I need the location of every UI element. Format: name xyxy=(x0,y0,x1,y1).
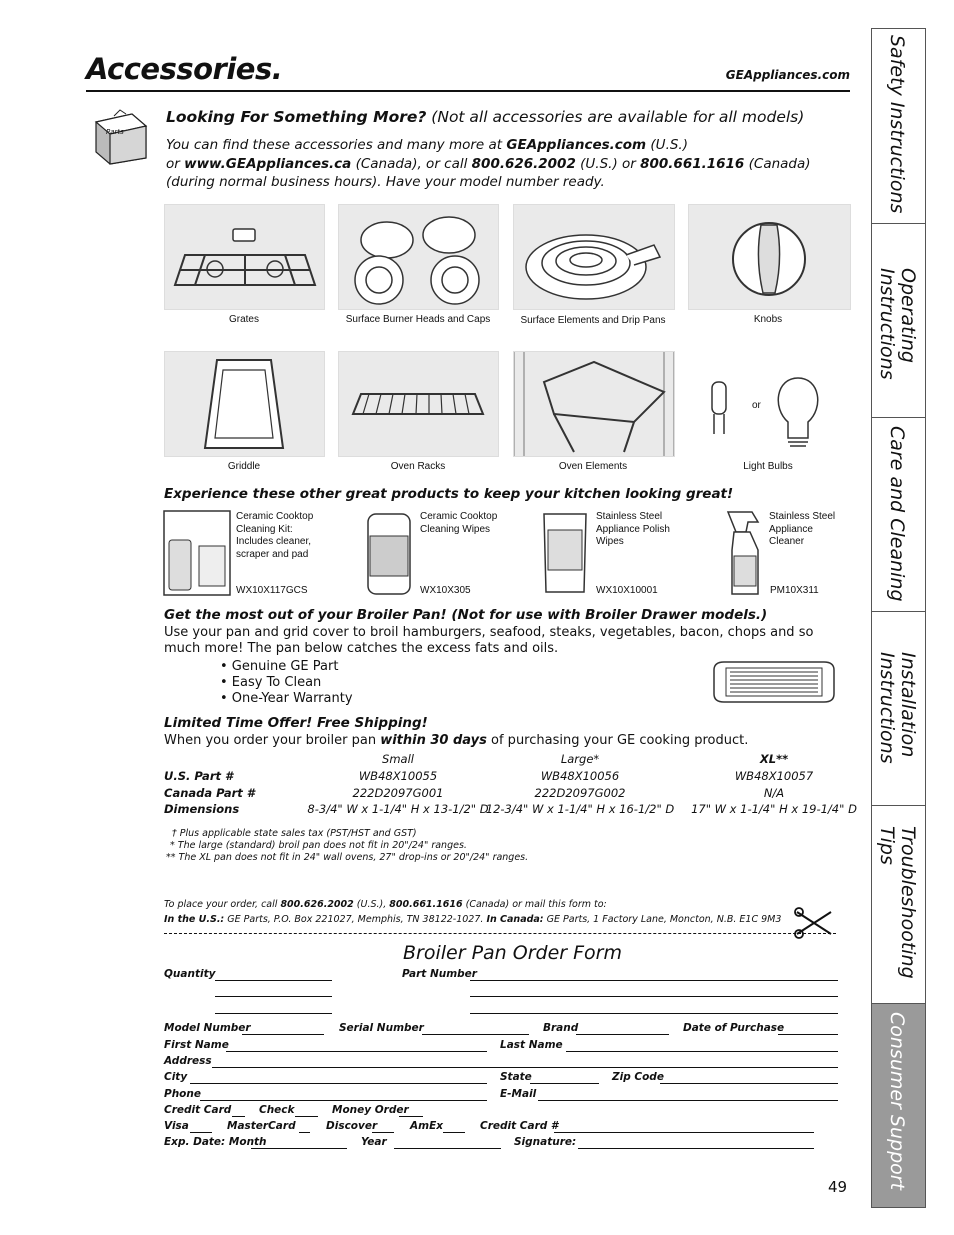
footnote: * The large (standard) broil pan does not fit in 20"/24" ranges. xyxy=(170,840,467,851)
signature-field[interactable] xyxy=(578,1148,814,1149)
table-cell: 12-3/4" W x 1-1/4" H x 16-1/2" D xyxy=(485,802,675,816)
address-label: Address xyxy=(164,1055,212,1067)
date-of-purchase-field[interactable] xyxy=(778,1034,838,1035)
check-label: Check xyxy=(259,1104,295,1116)
product-code-cooktop-wipes: WX10X305 xyxy=(420,585,471,596)
knobs-image xyxy=(688,204,851,310)
accessory-caption-oven-elements: Oven Elements xyxy=(558,461,628,472)
credit-card-number-field[interactable] xyxy=(554,1132,814,1133)
accessory-caption-light-bulbs: Light Bulbs xyxy=(743,461,793,472)
products-heading: Experience these other great products to keep your kitchen looking great! xyxy=(164,486,734,502)
model-number-label: Model Number xyxy=(164,1022,251,1034)
last-name-label: Last Name xyxy=(500,1039,563,1051)
griddle-image xyxy=(164,351,325,457)
cut-line xyxy=(164,933,836,934)
row-label-us-part: U.S. Part # xyxy=(164,769,233,783)
drip-pans-image xyxy=(513,204,675,310)
table-cell: 17" W x 1-1/4" H x 19-1/4" D xyxy=(691,802,857,816)
check-checkbox[interactable] xyxy=(295,1116,318,1117)
credit-card-checkbox[interactable] xyxy=(232,1116,245,1117)
steel-cleaner-image xyxy=(722,510,768,596)
quantity-field-2[interactable] xyxy=(215,996,332,997)
header-rule xyxy=(86,90,850,92)
oven-elements-image xyxy=(513,351,675,457)
quantity-field-3[interactable] xyxy=(215,1013,332,1014)
date-of-purchase-label: Date of Purchase xyxy=(683,1022,785,1034)
bulb-or-label: or xyxy=(752,400,761,411)
zip-code-label: Zip Code xyxy=(612,1071,664,1083)
product-code-kit: WX10X117GCS xyxy=(236,585,308,596)
offer-text: When you order your broiler pan within 30 days of purchasing your GE cooking product. xyxy=(164,733,749,748)
brand-label: Brand xyxy=(543,1022,579,1034)
credit-card-number-label: Credit Card # xyxy=(480,1120,559,1132)
product-desc-kit: Ceramic Cooktop Cleaning Kit: Includes cleaner, scraper and pad xyxy=(236,511,314,560)
broiler-body: Use your pan and grid cover to broil hamburgers, seafood, steaks, vegetables, bacon, chops and so much more! The pan below catches the excess fats and oils. xyxy=(164,625,814,656)
table-cell: 222D2097G001 xyxy=(352,786,444,800)
address-field[interactable] xyxy=(212,1067,838,1068)
size-header-small: Small xyxy=(382,752,414,766)
discover-label: Discover xyxy=(326,1120,378,1132)
money-order-label: Money Order xyxy=(332,1104,409,1116)
bullet-item: • Genuine GE Part xyxy=(220,659,339,674)
bullet-item: • One-Year Warranty xyxy=(220,691,353,706)
accessory-caption-knobs: Knobs xyxy=(753,314,783,325)
visa-label: Visa xyxy=(164,1120,189,1132)
broiler-heading: Get the most out of your Broiler Pan! (Not for use with Broiler Drawer models.) xyxy=(164,607,768,623)
email-field[interactable] xyxy=(538,1100,838,1101)
product-desc-cooktop-wipes: Ceramic Cooktop Cleaning Wipes xyxy=(420,511,498,535)
exp-year-label: Year xyxy=(361,1136,387,1148)
offer-heading: Limited Time Offer! Free Shipping! xyxy=(164,715,428,731)
phone-label: Phone xyxy=(164,1088,201,1100)
quantity-field-1[interactable] xyxy=(215,980,332,981)
tab-operating-instructions[interactable]: Operating Instructions xyxy=(872,224,925,418)
discover-checkbox[interactable] xyxy=(372,1132,394,1133)
grates-image xyxy=(164,204,325,310)
product-desc-polish-wipes: Stainless Steel Appliance Polish Wipes xyxy=(596,511,670,547)
table-cell: 8-3/4" W x 1-1/4" H x 13-1/2" D xyxy=(307,802,489,816)
serial-number-field[interactable] xyxy=(422,1034,529,1035)
cooktop-wipes-image xyxy=(366,512,412,596)
tab-care-and-cleaning[interactable]: Care and Cleaning xyxy=(872,418,925,612)
parts-box-illustration xyxy=(92,108,150,166)
accessory-caption-burner-heads: Surface Burner Heads and Caps xyxy=(345,314,491,325)
quantity-label: Quantity xyxy=(164,968,216,980)
first-name-label: First Name xyxy=(164,1039,229,1051)
serial-number-label: Serial Number xyxy=(339,1022,424,1034)
size-header-xl: XL** xyxy=(759,752,789,766)
burner-heads-image xyxy=(338,204,499,310)
accessory-caption-oven-racks: Oven Racks xyxy=(390,461,446,472)
tab-consumer-support[interactable]: Consumer Support xyxy=(872,1004,925,1207)
bullet-item: • Easy To Clean xyxy=(220,675,322,690)
phone-field[interactable] xyxy=(200,1100,487,1101)
table-cell: 222D2097G002 xyxy=(534,786,626,800)
ge-site-link[interactable]: GEAppliances.com xyxy=(506,137,647,153)
section-tabs xyxy=(871,28,926,1208)
tab-troubleshooting-tips[interactable]: Troubleshooting Tips xyxy=(872,806,925,1004)
tab-safety-instructions[interactable]: Safety Instructions xyxy=(872,29,925,224)
part-number-field-3[interactable] xyxy=(470,1013,838,1014)
mastercard-checkbox[interactable] xyxy=(299,1132,310,1133)
order-instructions: To place your order, call 800.626.2002 (U.S.), 800.661.1616 (Canada) or mail this form to: In the U.S.: GE Parts, P.O. Box 221027, Memphis, TN 38122-1027. In Canada: GE Parts, 1 Factory Lane, Moncton, N.B. E1C 9M3 xyxy=(164,899,782,925)
page-number: 49 xyxy=(828,1178,848,1196)
exp-year-field[interactable] xyxy=(394,1148,501,1149)
intro-heading: Looking For Something More? (Not all accessories are available for all models) xyxy=(166,108,805,126)
broiler-bullets xyxy=(220,659,353,707)
part-number-field-1[interactable] xyxy=(470,980,838,981)
row-label-canada-part: Canada Part # xyxy=(164,786,255,800)
product-desc-steel-cleaner: Stainless Steel Appliance Cleaner xyxy=(769,511,836,547)
product-code-polish-wipes: WX10X10001 xyxy=(596,585,658,596)
accessory-caption-drip-pans: Surface Elements and Drip Pans xyxy=(520,315,666,326)
footnotes xyxy=(166,828,528,864)
part-number-field-2[interactable] xyxy=(470,996,838,997)
email-label: E-Mail xyxy=(500,1088,537,1100)
exp-month-field[interactable] xyxy=(251,1148,347,1149)
credit-card-label: Credit Card xyxy=(164,1104,232,1116)
model-number-field[interactable] xyxy=(242,1034,324,1035)
accessory-caption-grates: Grates xyxy=(228,314,259,325)
intro-text: You can find these accessories and many more at GEAppliances.com (U.S.) or www.GEAppliances.ca (Canada), or call 800.626.2002 (U.S.) or 800.661.1616 (Canada) (during normal business hours). Have your model number ready. xyxy=(166,137,811,190)
last-name-field[interactable] xyxy=(566,1051,838,1052)
sizes-table xyxy=(164,752,864,822)
page-title: Accessories. xyxy=(86,52,283,86)
footnote: ** The XL pan does not fit in 24" wall ovens, 27" drop-ins or 20"/24" ranges. xyxy=(166,852,529,863)
table-cell: WB48X10056 xyxy=(540,769,620,783)
oven-racks-image xyxy=(338,351,499,457)
site-url: GEAppliances.com xyxy=(725,68,850,82)
amex-label: AmEx xyxy=(410,1120,444,1132)
signature-label: Signature: xyxy=(514,1136,577,1148)
money-order-checkbox[interactable] xyxy=(399,1116,423,1117)
order-form-title: Broiler Pan Order Form xyxy=(403,942,622,964)
size-header-large: Large* xyxy=(560,752,600,766)
tab-installation-instructions[interactable]: Installation Instructions xyxy=(872,612,925,806)
city-label: City xyxy=(164,1071,188,1083)
table-cell: N/A xyxy=(763,786,785,800)
first-name-field[interactable] xyxy=(226,1051,487,1052)
exp-month-label: Exp. Date: Month xyxy=(164,1136,267,1148)
visa-checkbox[interactable] xyxy=(190,1132,212,1133)
light-bulbs-image xyxy=(700,372,830,452)
parts-box-label: Parts xyxy=(106,128,124,136)
mastercard-label: MasterCard xyxy=(227,1120,296,1132)
row-label-dimensions: Dimensions xyxy=(164,802,240,816)
table-cell: WB48X10057 xyxy=(734,769,814,783)
scissors-icon xyxy=(793,906,835,940)
table-cell: WB48X10055 xyxy=(358,769,438,783)
state-field[interactable] xyxy=(530,1083,599,1084)
polish-wipes-image xyxy=(540,510,590,596)
ge-canada-link[interactable]: www.GEAppliances.ca xyxy=(184,155,352,172)
city-field[interactable] xyxy=(190,1083,487,1084)
zip-code-field[interactable] xyxy=(660,1083,838,1084)
product-code-steel-cleaner: PM10X311 xyxy=(770,585,819,596)
part-number-label: Part Number xyxy=(402,968,477,980)
brand-field[interactable] xyxy=(576,1034,669,1035)
footnote: † Plus applicable state sales tax (PST/HST and GST) xyxy=(172,828,417,839)
amex-checkbox[interactable] xyxy=(443,1132,465,1133)
broiler-pan-image xyxy=(710,658,838,706)
state-label: State xyxy=(500,1071,532,1083)
cooktop-kit-image xyxy=(163,510,231,596)
accessory-caption-griddle: Griddle xyxy=(227,461,261,472)
